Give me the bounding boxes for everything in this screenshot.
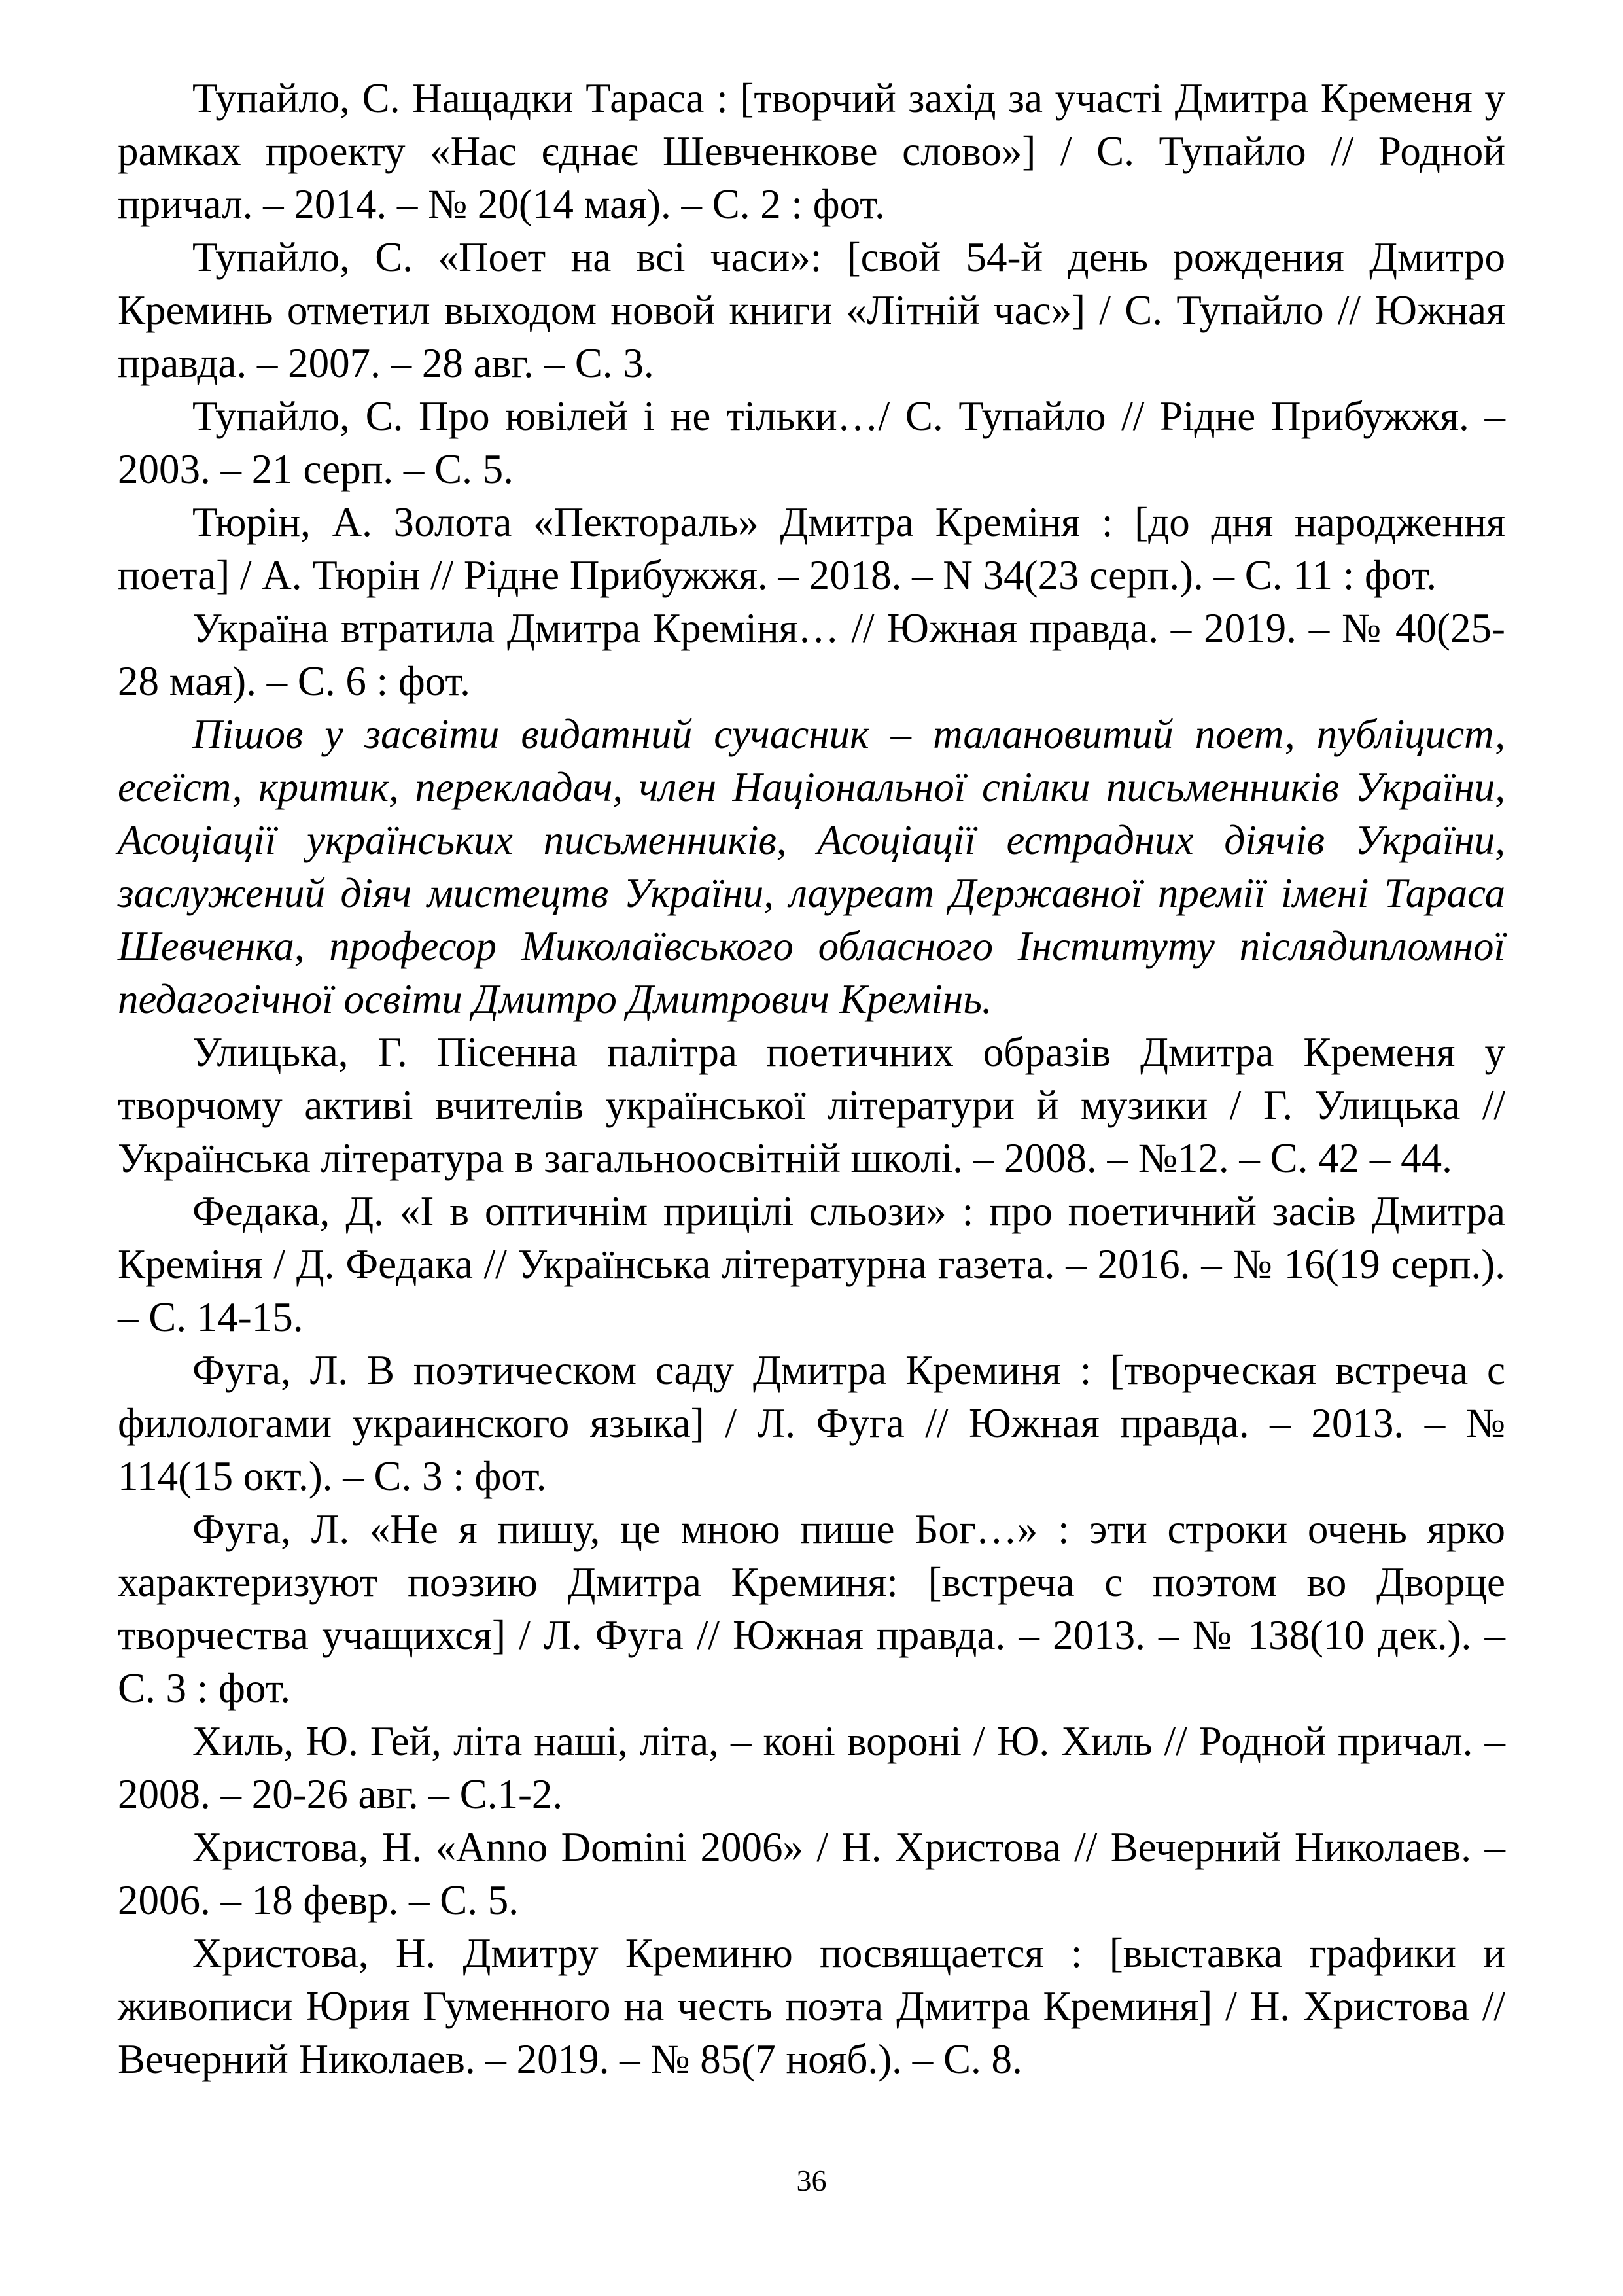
- bibliography-entry-khrystova-anno-domini: Христова, Н. «Anno Domini 2006» / Н. Христова // Вечерний Николаев. – 2006. – 18 февр. – С. 5.: [118, 1824, 1505, 1923]
- bibliography-entry-fuga-ne-ya-pyshu: Фуга, Л. «Не я пишу, це мною пише Бог…» : эти строки очень ярко характеризуют поэзию Дмитра Креминя: [встреча с поэтом во Дворце творчества учащихся] / Л. Фуга // Южная правда. – 2013. – № 138(10 дек.). – С. 3 : фот.: [118, 1506, 1505, 1711]
- bibliography-entry-khrystova-kreminiu: Христова, Н. Дмитру Креминю посвящается : [выставка графики и живописи Юрия Гуменного на честь поэта Дмитра Креминя] / Н. Христова // Вечерний Николаев. – 2019. – № 85(7 нояб.). – С. 8.: [118, 1930, 1505, 2082]
- bibliography-entry-tupailo-yuvilei: Тупайло, С. Про ювілей і не тільки…/ С. Тупайло // Рідне Прибужжя. – 2003. – 21 серп. – С. 5.: [118, 393, 1505, 492]
- bibliography-page: [118, 72, 1505, 2086]
- bibliography-entry-tiurin: Тюрін, А. Золота «Пектораль» Дмитра Креміня : [до дня народження поета] / А. Тюрін // Рідне Прибужжя. – 2018. – N 34(23 серп.). – С. 11 : фот.: [118, 499, 1505, 598]
- bibliography-entry-fedaka: Федака, Д. «І в оптичнім прицілі сльози» : про поетичний засів Дмитра Креміня / Д. Федака // Українська літературна газета. – 2016. – № 16(19 серп.). – С. 14-15.: [118, 1188, 1505, 1340]
- bibliography-entry-tupailo-nashchadky: Тупайло, С. Нащадки Тараса : [творчий захід за участі Дмитра Кременя у рамках проекту «Нас єднає Шевченкове слово»] / С. Тупайло // Родной причал. – 2014. – № 20(14 мая). – С. 2 : фот.: [118, 75, 1505, 227]
- bibliography-entry-ukraina-vtratyla: Україна втратила Дмитра Креміня… // Южная правда. – 2019. – № 40(25-28 мая). – С. 6 : фот.: [118, 605, 1505, 704]
- bibliography-entry-ulytska: Улицька, Г. Пісенна палітра поетичних образів Дмитра Кременя у творчому активі вчителів української літератури й музики / Г. Улицька // Українська література в загальноосвітній школі. – 2008. – №12. – С. 42 – 44.: [118, 1029, 1505, 1181]
- annotation-obituary: Пішов у засвіти видатний сучасник – талановитий поет, публіцист, есеїст, критик, перекладач, член Національної спілки письменників України, Асоціації українських письменників, Асоціації естрадних діячів України, заслужений діяч мистецтв України, лауреат Державної премії імені Тараса Шевченка, професор Миколаївського обласного Інституту післядипломної педагогічної освіти Дмитро Дмитрович Кремінь.: [118, 711, 1505, 1022]
- bibliography-entry-khyl: Хиль, Ю. Гей, літа наші, літа, – коні вороні / Ю. Хиль // Родной причал. – 2008. – 20-26 авг. – С.1-2.: [118, 1718, 1505, 1817]
- bibliography-entry-fuga-sad: Фуга, Л. В поэтическом саду Дмитра Креминя : [творческая встреча с филологами украинского языка] / Л. Фуга // Южная правда. – 2013. – № 114(15 окт.). – С. 3 : фот.: [118, 1347, 1505, 1499]
- bibliography-entry-tupailo-poet: Тупайло, С. «Поет на всі часи»: [свой 54-й день рождения Дмитро Креминь отметил выходом новой книги «Літній час»] / С. Тупайло // Южная правда. – 2007. – 28 авг. – С. 3.: [118, 234, 1505, 386]
- page-number: 36: [796, 2164, 827, 2197]
